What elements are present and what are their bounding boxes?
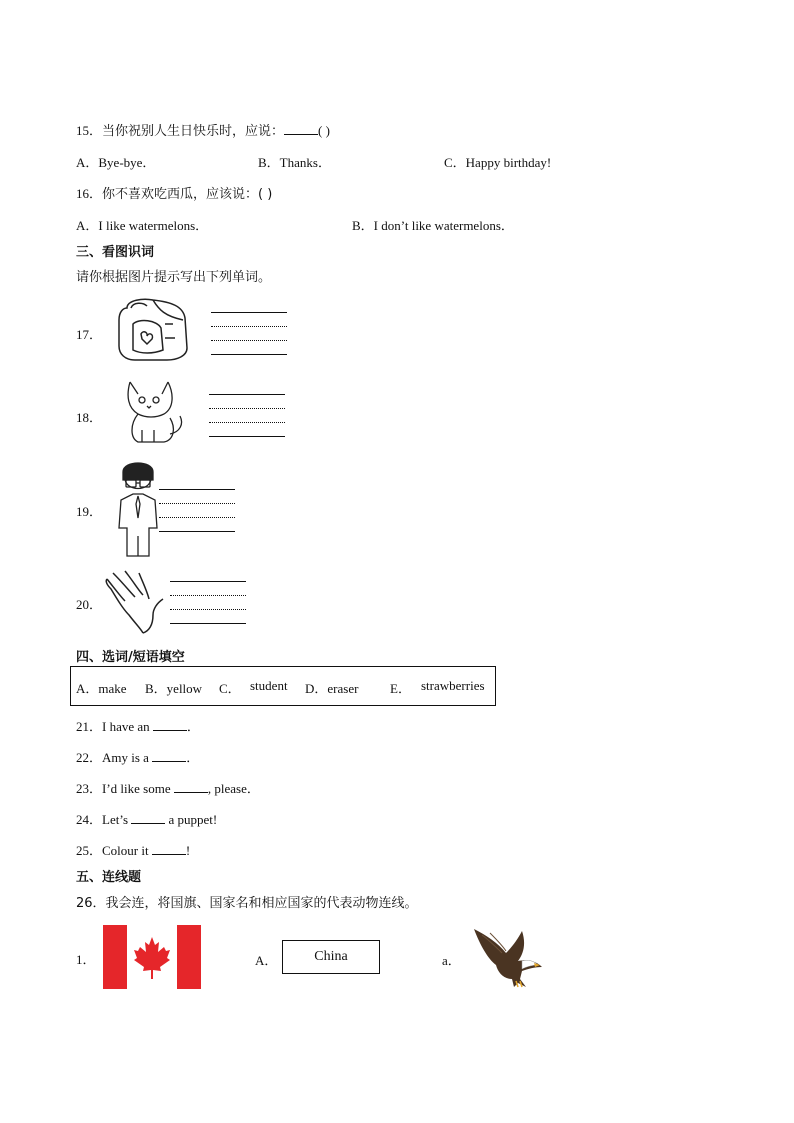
sentence-21-blank[interactable] [153,718,187,731]
q16 [76,183,272,202]
sentence-24-blank[interactable] [131,811,165,824]
item-20-answer-lines[interactable] [170,581,246,624]
cat-icon [120,374,188,446]
word-bank-e: strawberries [421,678,485,693]
word-bank-a: A．make [76,681,127,696]
q16-option-b: B．I don’t like watermelons． [352,218,514,233]
match-row-1-animal-letter: a． [442,953,461,968]
match-row-1-letter: A． [255,953,278,968]
word-bank-b: B．yellow [145,681,203,696]
item-18-answer-lines[interactable] [209,394,285,437]
teacher-icon [113,458,163,558]
q16-number: 16． [76,186,103,201]
sentence-24-number: 24． [76,812,103,827]
sentence-21-after: ． [186,719,200,734]
match-row-1-number: 1． [76,952,96,967]
sentence-25-number: 25． [76,843,103,858]
section5-heading: 五、连线题 [76,870,142,885]
item-20-number: 20． [76,597,103,612]
sentence-22-before: Amy is a [102,750,153,765]
sentence-22 [76,747,199,766]
sentence-21-number: 21． [76,719,103,734]
sentence-23-number: 23． [76,781,103,796]
q16-option-a: A．I like watermelons． [76,218,209,233]
q15-blank[interactable] [284,122,318,135]
sentence-23-blank[interactable] [174,780,208,793]
item-18-number: 18． [76,410,103,425]
sentence-22-blank[interactable] [152,749,186,762]
sentence-25 [76,840,190,859]
sentence-21-before: I have an [102,719,153,734]
item-19-number: 19． [76,504,103,519]
word-bank-e-letter: E． [390,681,411,696]
word-bank-d: D．eraser [305,681,359,696]
sentence-25-before: Colour it [102,843,152,858]
country-name-box-china[interactable] [282,940,380,974]
sentence-24-after: a puppet! [165,812,218,827]
sentence-21 [76,716,200,735]
section4-heading: 四、选词/短语填空 [76,650,185,665]
sentence-24 [76,809,217,828]
item-17-number: 17． [76,327,103,342]
section3-heading: 三、看图识词 [76,245,155,260]
sentence-23-before: I’d like some [102,781,174,796]
q15-paren: ( ) [318,123,330,138]
sentence-22-after: ． [186,750,200,765]
q15-number: 15． [76,123,103,138]
sentence-25-blank[interactable] [152,842,186,855]
item-17-answer-lines[interactable] [211,312,287,355]
sentence-22-number: 22． [76,750,103,765]
q26-instruction: 26．我会连，将国旗、国家名和相应国家的代表动物连线。 [76,896,418,911]
sentence-24-before: Let’s [102,812,132,827]
schoolbag-icon [113,298,193,364]
section3-instruction: 请你根据图片提示写出下列单词。 [76,270,272,285]
eagle-icon[interactable] [472,925,544,991]
q15 [76,120,330,139]
word-bank-c-letter: C． [219,681,241,696]
q15-option-b: B．Thanks． [258,155,331,170]
hand-icon [103,569,165,635]
sentence-23-after: , please． [207,781,260,796]
q15-option-c: C．Happy birthday! [444,155,552,170]
q16-text: 你不喜欢吃西瓜，应该说：( ) [102,187,273,202]
country-name-china: China [314,949,348,964]
canada-flag-icon[interactable] [103,925,201,989]
q15-option-a: A．Bye-bye． [76,155,156,170]
sentence-25-after: ! [185,843,191,858]
word-bank-c: student [250,678,288,693]
item-19-answer-lines[interactable] [159,489,235,532]
sentence-23 [76,778,260,797]
q15-text: 当你祝别人生日快乐时，应说： [102,124,285,139]
